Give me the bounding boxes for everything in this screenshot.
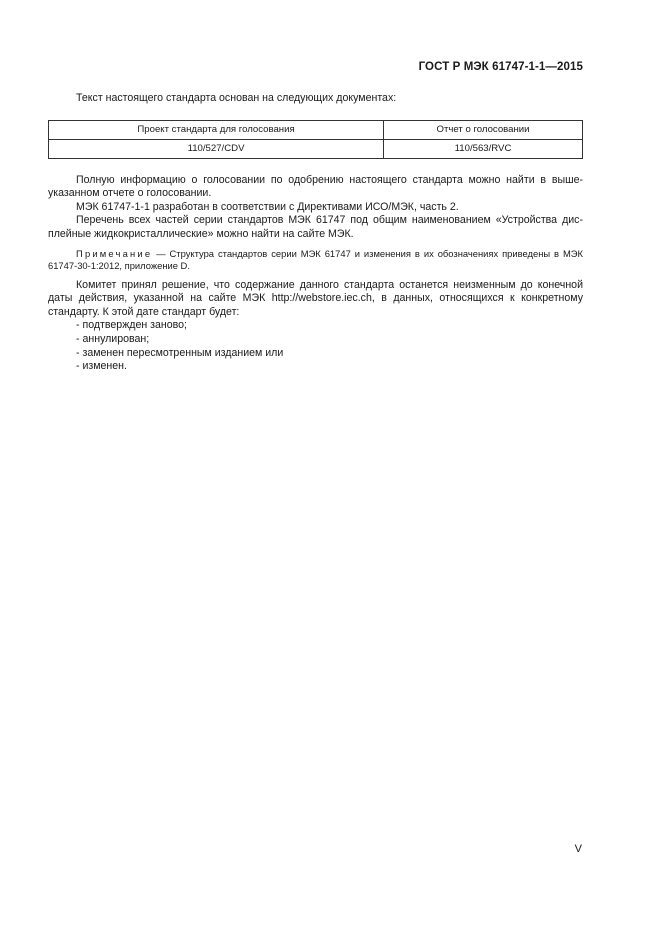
table-header-cell: Проект стандарта для голосования	[49, 120, 384, 139]
note-text: Структура стандартов серии МЭК 61747 и изменения в их обозначениях приведены в МЭК 61747-30-1:2012, приложение D.	[48, 247, 583, 272]
table-row	[49, 139, 583, 158]
list-item: - заменен пересмотренным изданием или	[76, 346, 284, 359]
table-header-cell: Отчет о голосовании	[384, 120, 583, 139]
table-cell: 110/563/RVC	[384, 139, 583, 158]
voting-table	[48, 120, 583, 159]
note-dash: —	[152, 247, 170, 259]
list-item: - изменен.	[76, 360, 127, 373]
list-item: - аннулирован;	[76, 332, 150, 345]
page-content	[48, 92, 583, 374]
document-header: ГОСТ Р МЭК 61747-1-1—2015	[418, 61, 583, 73]
directives-paragraph: МЭК 61747-1-1 разработан в соответствии с Директивами ИСО/МЭК, часть 2.	[76, 200, 459, 213]
voting-info-paragraph: Полную информацию о голосовании по одобрению настоящего стандарта можно найти в выше-указанном отчете о голосовании.	[48, 173, 583, 200]
table-cell: 110/527/CDV	[49, 139, 384, 158]
list-item: - подтвержден заново;	[76, 319, 187, 332]
intro-text: Текст настоящего стандарта основан на следующих документах:	[76, 92, 397, 104]
note-label: Примечание	[76, 247, 153, 259]
note-paragraph	[48, 248, 583, 273]
table-header-row	[49, 120, 583, 139]
status-list	[48, 319, 583, 373]
page-number: V	[574, 843, 582, 855]
series-parts-paragraph: Перечень всех частей серии стандартов МЭК 61747 под общим наименованием «Устройства дис-плейные жидкокристаллические» можно найти на сайте МЭК.	[48, 214, 583, 240]
committee-paragraph: Комитет принял решение, что содержание данного стандарта останется неизменным до конечной даты действия, указанной на сайте МЭК http://webstore.iec.ch, в данных, относящихся к конкретному стандарту. К этой дате стандарт будет:	[48, 278, 583, 318]
